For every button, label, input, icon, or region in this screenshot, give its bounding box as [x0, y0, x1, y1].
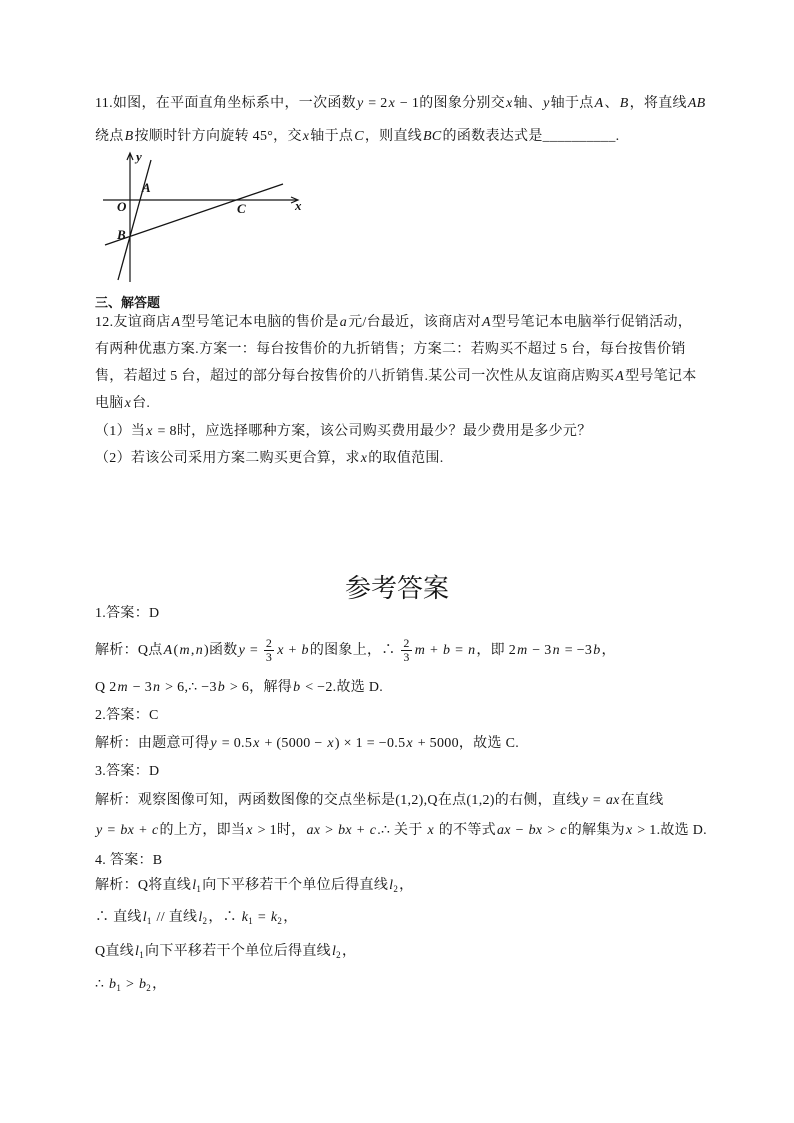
- text-run: +: [284, 643, 301, 658]
- text-run: >: [543, 823, 560, 838]
- text-run: ，将直线: [629, 96, 687, 111]
- math-var: n: [195, 643, 203, 658]
- subscripted-var: [242, 910, 253, 925]
- line-ab: [118, 160, 151, 280]
- subscript: 2: [277, 916, 283, 926]
- text-run: = 0.5: [217, 736, 253, 751]
- math-var: c: [151, 823, 159, 838]
- math-var: x: [253, 736, 260, 751]
- math-var: x: [388, 96, 396, 111]
- text-run: =: [451, 643, 468, 658]
- q11-coordinate-figure: [95, 148, 310, 288]
- text-run: 解析：由题意可得: [95, 736, 210, 751]
- text-run: Q 2: [95, 680, 117, 695]
- math-var: n: [552, 643, 560, 658]
- math-var: B: [124, 129, 134, 144]
- math-var: C: [354, 129, 364, 144]
- text-run: ，: [152, 977, 167, 992]
- text-run: ，: [341, 944, 357, 959]
- math-var: x: [625, 823, 633, 838]
- text-run: 元/台最近，该商店对: [348, 315, 481, 330]
- text-run: 、: [604, 96, 619, 111]
- text-run: ，即 2: [476, 643, 517, 658]
- text-run: ,: [190, 643, 195, 658]
- text-run: 台.: [132, 396, 151, 411]
- subscript: 1: [116, 983, 122, 993]
- section-heading: 三、解答题: [95, 295, 161, 310]
- math-var: A: [594, 96, 604, 111]
- text-run: 电脑: [95, 396, 124, 411]
- label-a: A: [142, 180, 151, 195]
- subscripted-var: [143, 910, 152, 925]
- math-var: b: [301, 643, 309, 658]
- fraction-denominator: 3: [403, 650, 410, 665]
- answer-1-analysis-line-1: [95, 637, 616, 665]
- subscript: 1: [139, 950, 145, 960]
- text-run: =: [103, 823, 120, 838]
- text-run: =: [246, 643, 262, 658]
- subscript: 1: [146, 916, 152, 926]
- math-var: b: [442, 643, 451, 658]
- fraction-numerator: 2: [265, 636, 273, 651]
- subscript-base: k: [241, 910, 249, 925]
- q12-subquestion-2: [95, 449, 444, 469]
- math-var: m: [117, 680, 128, 695]
- text-run: 1.答案：D: [95, 606, 160, 621]
- subscript-base: b: [138, 977, 147, 992]
- subscripted-var: [135, 944, 144, 959]
- math-var: x: [124, 396, 132, 411]
- subscripted-var: [332, 944, 341, 959]
- math-var: y: [581, 793, 589, 808]
- q12-line-1: [95, 313, 692, 333]
- fraction: [401, 637, 411, 664]
- math-var: y: [543, 96, 550, 111]
- text-run: 2.答案：C: [95, 708, 159, 723]
- text-run: − 3: [528, 643, 552, 658]
- subscript: 1: [196, 884, 202, 894]
- answer-4-analysis-line-1: [95, 876, 413, 896]
- text-run: 的解集为: [567, 823, 625, 838]
- text-run: + 5000，故选 C.: [413, 736, 520, 751]
- math-var: x: [246, 823, 253, 838]
- text-run: > 6，解得: [226, 680, 293, 695]
- subscripted-var: [192, 878, 201, 893]
- text-run: ∴: [95, 977, 109, 992]
- text-run: 售，若超过 5 台，超过的部分每台按售价的八折销售.某公司一次性从友谊商店购买: [95, 369, 615, 384]
- math-var: A: [615, 369, 625, 384]
- subscripted-var: [198, 910, 207, 925]
- text-run: ，: [283, 910, 298, 925]
- math-var: ax: [605, 793, 620, 808]
- math-var: x: [302, 129, 310, 144]
- subscript-base: b: [109, 977, 117, 992]
- text-run: − 1的图象分别交: [396, 96, 506, 111]
- answer-4-analysis-line-3: [95, 942, 356, 962]
- subscript-base: l: [198, 910, 203, 925]
- text-run: ∴ 直线: [95, 910, 142, 925]
- text-run: 轴于点: [550, 96, 594, 111]
- math-var: n: [468, 643, 476, 658]
- text-run: 解析：观察图像可知，两函数图像的交点坐标是(1,2),Q在点(1,2)的右侧，直线: [95, 793, 581, 808]
- text-run: +: [135, 823, 151, 838]
- text-run: .∴ 关于: [377, 823, 427, 838]
- q11-line-1: [95, 94, 707, 114]
- math-var: bx: [338, 823, 352, 838]
- q12-line-2: [95, 340, 686, 360]
- math-var: y: [238, 643, 246, 658]
- text-run: =: [254, 910, 270, 925]
- text-run: 轴、: [513, 96, 543, 111]
- text-run: )函数: [204, 643, 238, 658]
- text-run: 型号笔记本: [625, 369, 697, 384]
- text-run: 向下平移若干个单位后得直线: [145, 944, 331, 959]
- text-run: // 直线: [152, 910, 198, 925]
- subscript: 1: [248, 916, 254, 926]
- math-var: x: [146, 424, 153, 439]
- math-var: x: [360, 451, 368, 466]
- text-run: Q直线: [95, 944, 135, 959]
- q12-line-4: [95, 394, 150, 414]
- q11-line-2: [95, 127, 619, 147]
- math-var: b: [293, 680, 301, 695]
- text-run: −: [511, 823, 528, 838]
- math-var: ax: [496, 823, 511, 838]
- math-var: bx: [528, 823, 543, 838]
- fraction-numerator: 2: [403, 636, 410, 651]
- text-run: =: [589, 793, 605, 808]
- math-var: y: [210, 736, 217, 751]
- text-run: 绕点: [95, 129, 124, 144]
- text-run: = 2: [364, 96, 388, 111]
- q12-line-3: [95, 367, 697, 387]
- text-run: 解析：Q点: [95, 643, 163, 658]
- math-var: x: [406, 736, 413, 751]
- text-run: 轴于点: [310, 129, 354, 144]
- math-var: y: [356, 96, 364, 111]
- math-var: A: [171, 315, 181, 330]
- math-var: B: [619, 96, 629, 111]
- text-run: > 1.故选 D.: [633, 823, 707, 838]
- text-run: 12.友谊商店: [95, 315, 171, 330]
- text-run: (: [173, 643, 179, 658]
- math-var: ax: [306, 823, 321, 838]
- text-run: 按顺时针方向旋转 45°，交: [134, 129, 302, 144]
- text-run: +: [352, 823, 369, 838]
- text-run: 向下平移若干个单位后得直线: [202, 878, 389, 893]
- subscript-base: l: [192, 878, 197, 893]
- label-b: B: [117, 227, 126, 242]
- text-run: ，: [601, 643, 616, 658]
- text-run: 的取值范围.: [368, 451, 444, 466]
- subscript-base: l: [331, 944, 337, 959]
- text-run: 型号笔记本电脑的售价是: [181, 315, 339, 330]
- math-var: c: [369, 823, 377, 838]
- subscripted-var: [271, 910, 282, 925]
- subscripted-var: [109, 977, 121, 992]
- answer-4-analysis-line-2: [95, 908, 298, 928]
- text-run: 的图象上，∴: [309, 643, 400, 658]
- text-run: ) × 1 = −0.5: [334, 736, 406, 751]
- q12-subquestion-1: [95, 422, 592, 442]
- answer-1-label: [95, 604, 159, 624]
- math-var: m: [414, 643, 426, 658]
- text-run: +: [426, 643, 442, 658]
- subscript: 2: [202, 916, 208, 926]
- text-run: 的函数表达式是__________.: [442, 129, 620, 144]
- answer-1-analysis-line-2: [95, 678, 383, 698]
- math-var: AB: [687, 96, 706, 111]
- subscript: 2: [146, 983, 152, 993]
- math-var: x: [506, 96, 513, 111]
- text-run: = 8时，应选择哪种方案，该公司购买费用最少？最少费用是多少元？: [153, 424, 592, 439]
- text-run: （1）当: [95, 424, 146, 439]
- math-var: b: [217, 680, 226, 695]
- text-run: >: [122, 977, 138, 992]
- subscript: 2: [393, 884, 399, 894]
- text-run: > 1时，: [253, 823, 306, 838]
- subscript: 2: [336, 950, 341, 960]
- text-run: 型号笔记本电脑举行促销活动，: [491, 315, 693, 330]
- text-run: ，则直线: [364, 129, 423, 144]
- math-var: c: [560, 823, 567, 838]
- text-run: 的上方，即当: [159, 823, 246, 838]
- text-run: 有两种优惠方案.方案一：每台按售价的九折销售；方案二：若购买不超过 5 台，每台按售价销: [95, 342, 686, 357]
- answer-4-analysis-line-4: [95, 975, 166, 995]
- text-run: >: [321, 823, 338, 838]
- text-run: 4. 答案：B: [95, 853, 163, 868]
- text-run: − 3: [128, 680, 153, 695]
- subscript-base: l: [135, 944, 140, 959]
- label-y: y: [136, 149, 142, 164]
- math-var: x: [277, 643, 284, 658]
- answer-3-analysis-line-1: [95, 791, 664, 811]
- math-var: y: [96, 823, 103, 838]
- math-var: a: [339, 315, 348, 330]
- fraction: [264, 637, 274, 664]
- math-var: A: [163, 643, 173, 658]
- answer-3-analysis-line-2: [95, 821, 707, 841]
- subscripted-var: [389, 878, 398, 893]
- math-var: BC: [423, 129, 442, 144]
- subscript-base: k: [270, 910, 278, 925]
- subscripted-var: [139, 977, 151, 992]
- label-o: O: [117, 199, 127, 214]
- answer-3-label: [95, 762, 159, 782]
- answers-title: 参考答案: [344, 574, 449, 603]
- text-run: 解析：Q将直线: [95, 878, 192, 893]
- math-var: x: [427, 823, 434, 838]
- text-run: ，: [399, 878, 414, 893]
- answer-2-analysis: [95, 734, 519, 754]
- fraction-denominator: 3: [265, 650, 273, 665]
- subscript-base: l: [142, 910, 147, 925]
- text-run: 3.答案：D: [95, 764, 160, 779]
- answer-2-label: [95, 706, 159, 726]
- math-var: n: [153, 680, 161, 695]
- math-var: b: [593, 643, 601, 658]
- text-run: 在直线: [620, 793, 664, 808]
- line-bc: [105, 184, 283, 245]
- text-run: = −3: [560, 643, 593, 658]
- text-run: + (5000 −: [260, 736, 327, 751]
- math-var: x: [327, 736, 334, 751]
- label-c: C: [237, 201, 246, 216]
- text-run: 11.如图，在平面直角坐标系中，一次函数: [95, 96, 356, 111]
- answer-4-label: [95, 851, 162, 871]
- text-run: < −2.故选 D.: [301, 680, 384, 695]
- math-var: bx: [120, 823, 135, 838]
- math-var: m: [179, 643, 190, 658]
- subscript-base: l: [389, 878, 394, 893]
- text-run: 的不等式: [434, 823, 496, 838]
- math-var: m: [517, 643, 528, 658]
- text-run: ，∴: [208, 910, 241, 925]
- text-run: > 6,∴ −3: [161, 680, 217, 695]
- text-run: （2）若该公司采用方案二购买更合算，求: [95, 451, 360, 466]
- label-x: x: [295, 198, 302, 213]
- math-var: A: [481, 315, 491, 330]
